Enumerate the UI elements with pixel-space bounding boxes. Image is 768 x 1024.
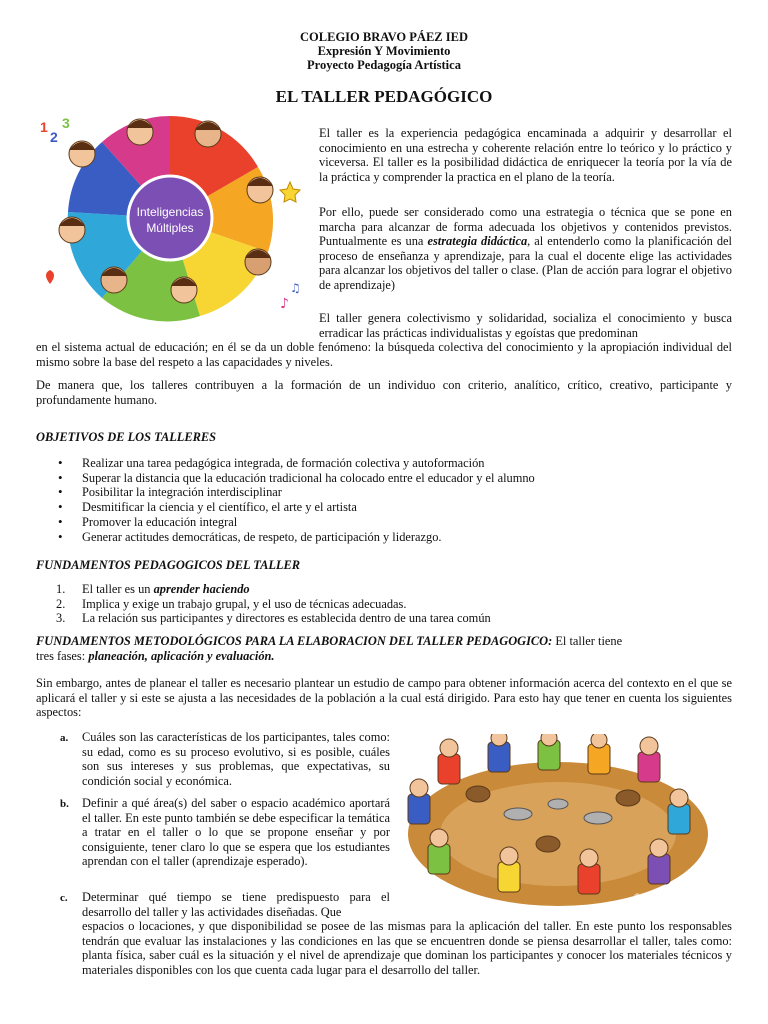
- objetivos-list: [36, 456, 726, 544]
- list-text: La relación sus participantes y directores es establecida dentro de una tarea común: [82, 611, 491, 626]
- fundamentos-heading: FUNDAMENTOS PEDAGOGICOS DEL TALLER: [36, 558, 301, 572]
- estrategia-didactica-emphasis: estrategia didáctica: [427, 234, 528, 249]
- subject-name: Expresión Y Movimiento: [317, 44, 451, 58]
- list-item: • Desmitificar la ciencia y el científico, el arte y el artista: [36, 500, 726, 515]
- metodologicos-paragraph: [36, 634, 732, 663]
- list-number: 1.: [56, 582, 66, 596]
- svg-text:♫: ♫: [290, 281, 301, 295]
- intro-paragraph-3-part-1: El taller genera colectivismo y solidaridad, socializa el conocimiento y busca erradicar las prácticas individualistas y egoístas que predominan: [319, 311, 732, 340]
- list-text: El taller es un: [82, 582, 154, 596]
- list-item: [36, 611, 726, 626]
- children-music-graphic: [398, 734, 718, 906]
- aspect-b-text: Definir a qué área(s) del saber o espacio académico aportará el taller. En este punto también se debe especificar la temática a tratar en el taller o lo que se propone enseñar y por consiguiente, tener claro lo que se espera que los estudiantes aprendan con el taller (aprendizaje esperado).: [82, 796, 390, 869]
- intro-paragraph-2: [319, 205, 732, 293]
- list-number: 2.: [56, 596, 66, 611]
- list-item: [36, 597, 726, 612]
- aspect-letter-b: b.: [60, 798, 69, 810]
- document-title: EL TALLER PEDAGÓGICO: [275, 87, 493, 106]
- wheel-label-line1: Inteligencias: [136, 205, 204, 219]
- estudio-campo-paragraph: Sin embargo, antes de planear el taller es necesario plantear un estudio de campo para obtener información acerca del contexto en el que se aplicará el taller y si este se ajusta a las necesidades de la población a la cual está dirigido. Para esto hay que tener en cuenta los siguientes aspectos:: [36, 676, 732, 720]
- aspect-letter-a: a.: [60, 732, 69, 744]
- phases-emphasis: planeación, aplicación y evaluación.: [88, 648, 275, 663]
- list-item: • Realizar una tarea pedagógica integrada, de formación colectiva y autoformación: [36, 456, 726, 471]
- aspect-c-text-a: Determinar qué tiempo se tiene predispuesto para el desarrollo del taller y las actividades diseñadas. Que: [82, 890, 390, 919]
- aspect-a-text: Cuáles son las características de los participantes, tales como: su edad, como es su proceso evolutivo, si es posible, cuáles son sus intereses y sus problemas, que expectativas, su condición social y económica.: [82, 730, 390, 788]
- svg-text:2: 2: [50, 129, 58, 145]
- school-name: COLEGIO BRAVO PÁEZ IED: [300, 30, 468, 44]
- list-item: • Generar actitudes democráticas, de respeto, de participación y liderazgo.: [36, 530, 726, 545]
- list-item: • Promover la educación integral: [36, 515, 726, 530]
- metodologicos-text-a: El taller tiene: [552, 634, 623, 648]
- intro-paragraph-1: El taller es la experiencia pedagógica encaminada a adquirir y desarrollar el conocimiento en una estrecha y coherente relación entre lo teórico y lo práctico y viceversa. El taller es la posibilidad didáctica de enriquecer la teoría por la vía de la práctica y comprender la practica en el plano de la teoría.: [319, 126, 732, 184]
- list-text: Implica y exige un trabajo grupal, y el uso de técnicas adecuadas.: [82, 596, 407, 611]
- multiple-intelligences-illustration: [32, 112, 308, 324]
- project-name: Proyecto Pedagogía Artística: [307, 58, 461, 72]
- intro-paragraph-3-part-2: en el sistema actual de educación; en él se da un doble fenómeno: la búsqueda colectiva del conocimiento y la apropiación individual del mismo sobre la base del respeto a las capacidades y niveles.: [36, 340, 732, 369]
- aspect-letter-c: c.: [60, 892, 68, 904]
- svg-text:3: 3: [62, 115, 70, 131]
- children-music-workshop-illustration: [398, 734, 718, 906]
- svg-text:♪: ♪: [280, 296, 289, 312]
- multiple-intelligences-graphic: [32, 112, 308, 324]
- list-number: 3.: [56, 611, 66, 626]
- list-item: [36, 582, 726, 597]
- aprender-haciendo-emphasis: aprender haciendo: [153, 582, 250, 596]
- wheel-label-line2: Múltiples: [146, 221, 194, 235]
- list-item: • Posibilitar la integración interdisciplinar: [36, 485, 726, 500]
- fundamentos-list: [36, 582, 726, 626]
- objetivos-heading: OBJETIVOS DE LOS TALLERES: [36, 430, 217, 444]
- metodologicos-text-b: tres fases:: [36, 648, 89, 663]
- aspect-c-text-b: espacios o locaciones, y que disponibilidad se posee de las mismas para la aplicación del taller. En este punto los responsables tendrán que evaluar las instalaciones y las condiciones en las que se encuentren donde se piensa desarrollar el taller, tales como: planta física, saber cuál es la situación y el nivel de aprendizaje que dominan los participantes y conocer los materiales técnicos y materiales disponibles con los que cuenta cada lugar para el desarrollo del taller.: [82, 919, 732, 977]
- list-item: • Superar la distancia que la educación tradicional ha colocado entre el educador y el alumno: [36, 471, 726, 486]
- intro-paragraph-4: De manera que, los talleres contribuyen a la formación de un individuo con criterio, analítico, crítico, creativo, participante y profundamente humano.: [36, 378, 732, 407]
- intro-paragraph-2-text-a: Por ello, puede ser considerado como una estrategia o técnica que se pone en marcha para alcanzar de forma adecuada los objetivos y contenidos previstos. Puntualmente es una: [319, 205, 732, 249]
- intro-paragraph-2-text-b: , al entenderlo como la planificación del proceso de enseñanza y aprendizaje, para la cual el docente elige las actividades para alcanzar los objetivos del taller o clase. (Plan de acción para lograr el objetivo de aprendizaje): [319, 234, 732, 292]
- svg-text:1: 1: [40, 119, 48, 135]
- metodologicos-heading: FUNDAMENTOS METODOLÓGICOS PARA LA ELABORACION DEL TALLER PEDAGOGICO:: [36, 634, 553, 648]
- illustration-credit: ©LaGRUA: [634, 892, 677, 902]
